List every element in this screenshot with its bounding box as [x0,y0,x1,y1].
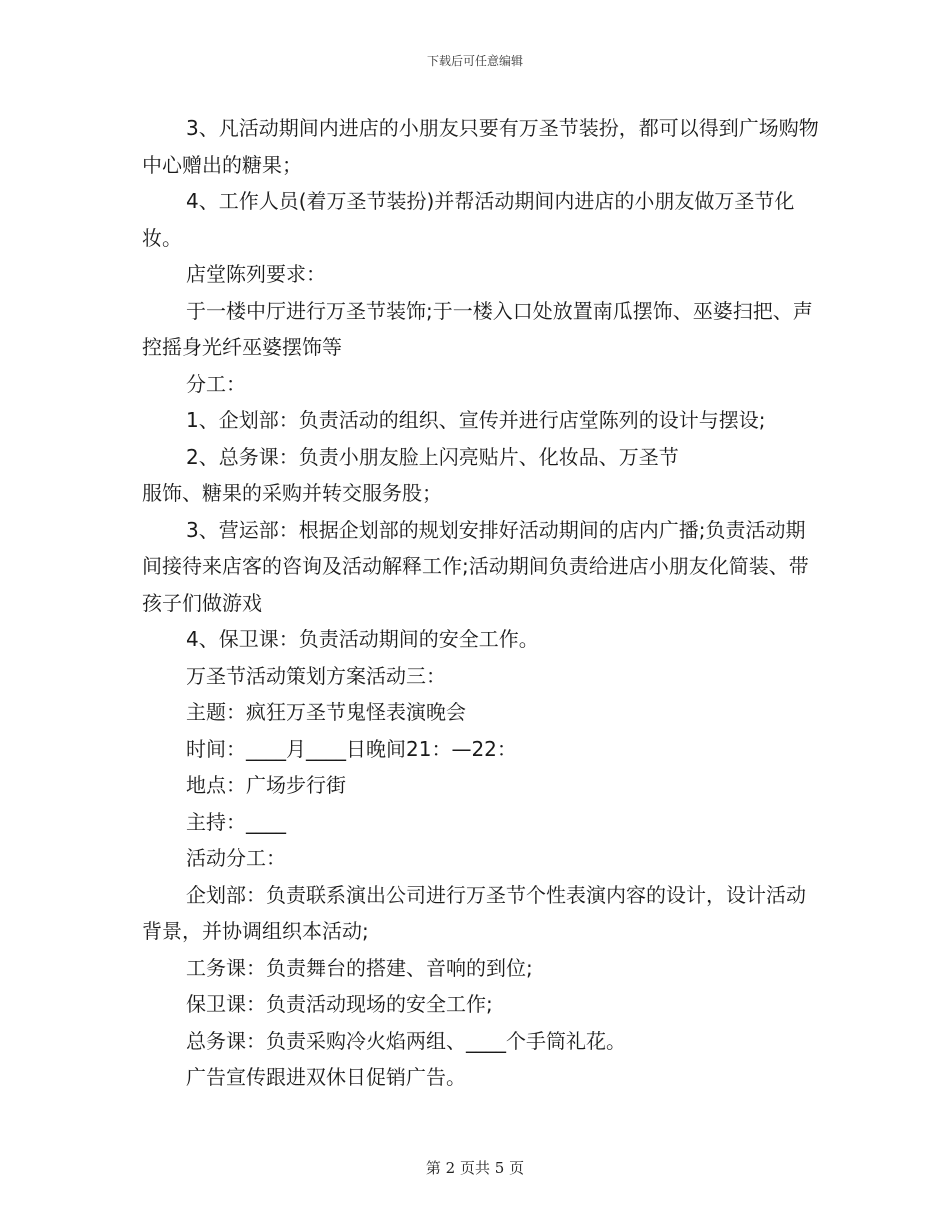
activity-division-engineering: 工务课：负责舞台的搭建、音响的到位; [186,955,533,980]
activity-division-general-affairs: 总务课：负责采购冷火焰两组、____个手筒礼花。 [186,1028,626,1053]
division-item-security: 4、保卫课：负责活动期间的安全工作。 [186,627,539,651]
display-requirements-text: 于一楼中厅进行万圣节装饰;于一楼入口处放置南瓜摆饰、巫婆扫把、声控摇身光纤巫婆摆饰等 [142,298,813,359]
activity-theme: 主题：疯狂万圣节鬼怪表演晚会 [186,700,466,724]
division-item-operations: 3、营运部：根据企划部的规划安排好活动期间的店内广播;负责活动期间接待来店客的咨询及活动解释工作;活动期间负责给进店小朋友化简装、带孩子们做游戏 [142,517,809,615]
division-item-planning: 1、企划部：负责活动的组织、宣传并进行店堂陈列的设计与摆设; [186,408,766,432]
activity-location: 地点：广场步行街 [186,773,346,797]
document-body [142,110,822,1096]
activity-host: 主持：____ [186,809,286,834]
advertising-note: 广告宣传跟进双休日促销广告。 [186,1065,466,1089]
activity-time: 时间：____月____日晚间21：—22： [186,736,517,761]
paragraph-item-3: 3、凡活动期间内进店的小朋友只要有万圣节装扮，都可以得到广场购物中心赠出的糖果； [142,116,819,177]
paragraph-item-4: 4、工作人员(着万圣节装扮)并帮活动期间内进店的小朋友做万圣节化妆。 [142,189,795,250]
activity-division-heading: 活动分工： [186,846,286,870]
display-requirements-heading: 店堂陈列要求： [186,262,326,286]
activity-division-planning: 企划部：负责联系演出公司进行万圣节个性表演内容的设计，设计活动背景，并协调组织本活动; [142,882,806,943]
division-item-general-affairs-cont: 服饰、糖果的采购并转交服务股； [142,481,442,505]
division-heading: 分工： [186,371,246,396]
page-header: 下载后可任意编辑 [426,54,523,68]
page-footer: 第 2 页共 5 页 [425,1159,525,1177]
activity-division-security: 保卫课：负责活动现场的安全工作; [186,992,493,1016]
activity-three-heading: 万圣节活动策划方案活动三： [186,663,446,688]
division-item-general-affairs: 2、总务课：负责小朋友脸上闪亮贴片、化妆品、万圣节 [186,444,679,469]
